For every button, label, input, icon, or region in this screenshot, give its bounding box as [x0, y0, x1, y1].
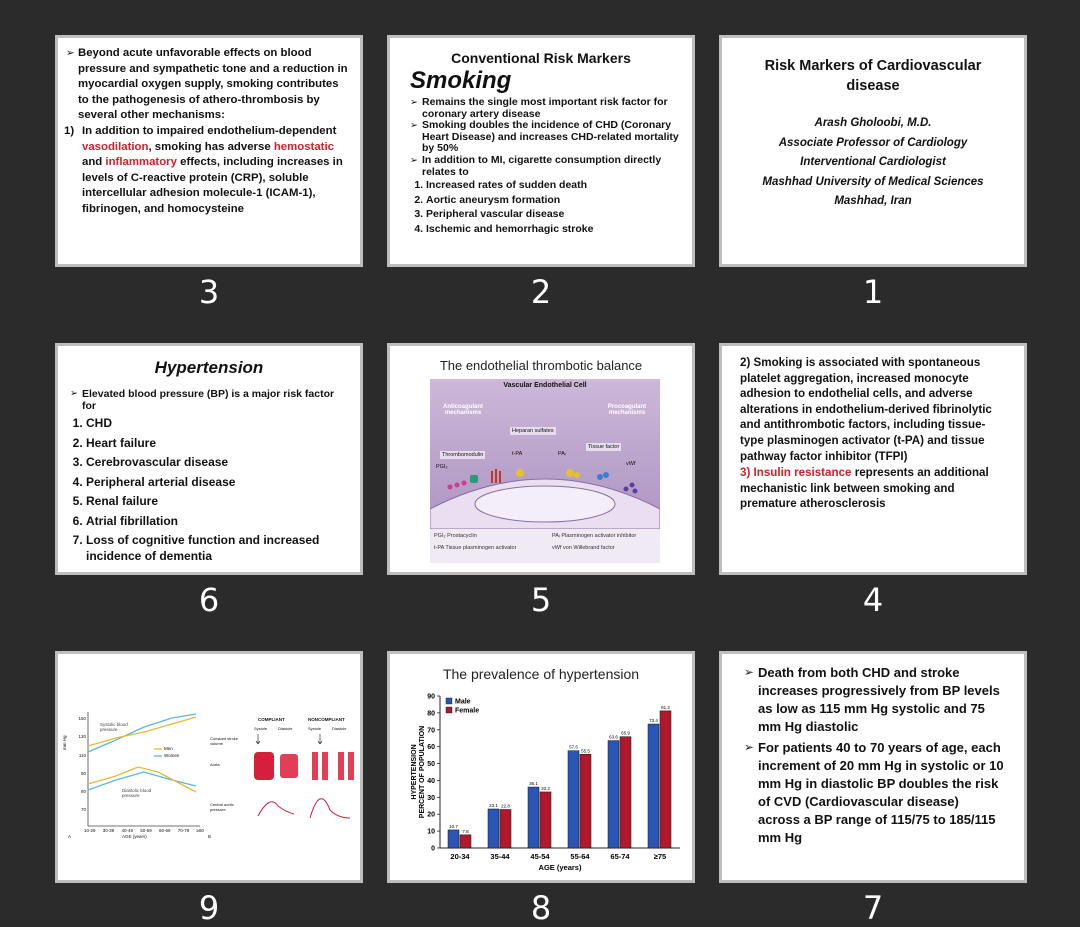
- slide-number-5: 5: [530, 581, 552, 619]
- fig9-ytick: 90: [80, 770, 86, 776]
- fig9-row-stroke-volume: Constant stroke volume: [210, 736, 239, 746]
- bar-value-label: 65.9: [621, 730, 630, 736]
- legend-swatch-female: [446, 707, 452, 713]
- bar-value-label: 63.6: [609, 734, 618, 740]
- y-tick-label: 10: [427, 828, 435, 836]
- fig9-legend-men: Men: [164, 746, 173, 751]
- slide-6-bullet: ➢ Elevated blood pressure (BP) is a major risk factor for: [70, 388, 348, 412]
- slide-8-title: The prevalence of hypertension: [442, 666, 640, 682]
- fig9-xticks: [84, 828, 204, 833]
- legend-label-female: Female: [455, 707, 480, 715]
- slide-number-7: 7: [862, 889, 884, 927]
- slide-1-title: Risk Markers of Cardiovascular disease: [764, 58, 982, 94]
- slide-2-items: [410, 178, 680, 236]
- fig9-diastole-1: Diastole: [278, 726, 293, 731]
- fig9-systole-1: Systole: [254, 726, 268, 731]
- slide-number-6: 6: [198, 581, 220, 619]
- slide-4-paragraph-2: [740, 465, 1008, 512]
- fig9-legend-women: Women: [164, 753, 180, 758]
- y-tick-label: 20: [427, 811, 435, 819]
- bar-female: [500, 809, 511, 848]
- endothelial-figure: [430, 379, 660, 563]
- slide-4-paragraph-1: 2) Smoking is associated with spontaneous platelet aggregation, increased monocyte adhesion to endothelial cells, and adverse alterations in endothelium-derived fibrinolytic and antithrombotic factors, including tissue-type plasminogen activator (t-PA) and tissue pathway factor inhibitor (TFPI): [740, 356, 992, 463]
- slide-1-author: Arash Gholoobi, M.D.: [814, 117, 932, 129]
- bar-value-label: 57.6: [569, 744, 578, 750]
- pai-label: PAᵢ: [558, 451, 566, 457]
- y-tick-label: 40: [427, 777, 435, 785]
- y-tick-label: 80: [427, 710, 435, 718]
- bar-value-label: 81.2: [661, 704, 670, 710]
- slide-number-3: 3: [198, 273, 220, 311]
- slide-1-location: Mashhad, Iran: [834, 195, 912, 207]
- bar-value-label: 73.4: [649, 718, 658, 724]
- slide-7-bullet: ➢ For patients 40 to 70 years of age, each increment of 20 mm Hg in systolic or 10 mm Hg in diastolic BP doubles the risk of CVD (Cardiovascular disease) across a BP range of 115/75 to 185/115 mm Hg: [744, 739, 1004, 847]
- slide-1-role: Interventional Cardiologist: [800, 156, 946, 168]
- x-tick-label: ≥75: [653, 852, 667, 861]
- fig9-xlabel: AGE (years): [122, 834, 147, 839]
- bar-male: [568, 751, 579, 848]
- slide-1-position: Associate Professor of Cardiology: [778, 136, 968, 149]
- fig9-compliant: COMPLIANT: [258, 717, 285, 722]
- bar-male: [528, 787, 539, 848]
- slide-1-author-block: [736, 114, 1010, 212]
- slide-3-bullets: [66, 46, 352, 124]
- y-tick-label: 50: [427, 761, 435, 769]
- slide-3-text-c: and: [82, 156, 106, 169]
- bar-value-label: 10.7: [449, 823, 458, 829]
- slide-1[interactable]: [719, 35, 1027, 267]
- slide-4[interactable]: [719, 343, 1027, 575]
- slide-3-text-b: , smoking has adverse: [148, 140, 274, 153]
- legend-vwf: vWf von Willebrand factor: [552, 545, 615, 551]
- slide-2-item: 4. Ischemic and hemorrhagic stroke: [426, 222, 680, 237]
- x-tick-label: 35-44: [490, 852, 510, 861]
- fig9-row-pressure: Central aortic pressure: [210, 802, 234, 812]
- y-tick-label: 60: [427, 744, 435, 752]
- bar-value-label: 22.8: [501, 803, 510, 809]
- bar-female: [660, 711, 671, 848]
- fig9-row-aorta: Aorta: [210, 762, 220, 767]
- slide-3-red-vasodilation: vasodilation: [82, 140, 149, 153]
- fig9-ytick: 110: [78, 752, 86, 758]
- slide-4-paragraph-2-rest: represents an additional mechanistic link between smoking and premature atherosclerosis: [740, 466, 989, 511]
- fig9-xtick: 40-49: [121, 828, 134, 833]
- vwf-label: vWf: [626, 461, 636, 467]
- fig9-panel-b: B: [208, 834, 212, 839]
- legend-pgi: PGI₂ Prostacyclin: [434, 533, 477, 539]
- fig9-xtick: 60-69: [159, 828, 171, 833]
- bar-male: [448, 830, 459, 848]
- fig9-xtick: 50-59: [140, 828, 152, 833]
- bar-female: [580, 754, 591, 848]
- bar-male: [608, 741, 619, 848]
- slide-2-item: 1. Increased rates of sudden death: [426, 178, 680, 193]
- fig9-xtick: 30-39: [102, 828, 115, 833]
- y-tick-label: 90: [427, 693, 435, 701]
- slide-6-item: 5. Renal failure: [86, 492, 348, 512]
- x-tick-label: 55-64: [570, 852, 590, 861]
- slide-6-item: 7. Loss of cognitive function and increased incidence of dementia: [86, 531, 348, 564]
- legend-tpa: t-PA Tissue plasminogen activator: [434, 545, 517, 551]
- fig9-xtick: ≥80: [196, 828, 204, 833]
- fig9-systolic-label: Systolic blood pressure: [100, 722, 128, 732]
- bp-age-figure: [58, 654, 360, 880]
- anticoagulant-label: Anticoagulant mechanisms: [443, 404, 483, 416]
- bar-female: [540, 792, 551, 848]
- slide-number-8: 8: [530, 889, 552, 927]
- slide-6-bullets: [70, 388, 348, 412]
- slide-1-university: Mashhad University of Medical Sciences: [762, 175, 984, 188]
- legend-pai: PAᵢ Plasminogen activator inhibitor: [552, 533, 637, 539]
- y-axis-label: PERCENT OF POPULATION: [419, 725, 426, 819]
- slide-7[interactable]: [719, 651, 1027, 883]
- slide-4-insulin-resistance: 3) Insulin resistance: [740, 466, 852, 480]
- slide-3-red-inflammatory: inflammatory: [105, 156, 177, 169]
- bar-value-label: 7.8: [462, 828, 469, 834]
- fig9-diastolic-label: Diastolic blood pressure: [122, 788, 152, 798]
- slide-2-bullet: ➢ Smoking doubles the incidence of CHD (Coronary Heart Disease) and increases CHD-related mortality by 50%: [410, 120, 680, 155]
- fig9-yticks: [74, 710, 86, 820]
- bar-male: [488, 809, 499, 848]
- fig9-xtick: 10-29: [84, 828, 96, 833]
- y-tick-label: 70: [427, 727, 435, 735]
- fig9-systole-2: Systole: [308, 726, 322, 731]
- figure-legend: [434, 532, 656, 553]
- figure-title: Vascular Endothelial Cell: [503, 382, 587, 389]
- slide-2-item: 3. Peripheral vascular disease: [426, 207, 680, 222]
- fig9-noncompliant: NONCOMPLIANT: [308, 717, 345, 722]
- slide-7-bullets: [744, 664, 1004, 847]
- heparan-label: Heparan sulfates: [512, 428, 554, 434]
- slide-6-item: 2. Heart failure: [86, 434, 348, 454]
- prevalence-bar-chart: [390, 684, 692, 880]
- slide-6-item: 4. Peripheral arterial disease: [86, 473, 348, 493]
- slide-3-text-a: In addition to impaired endothelium-dependent: [82, 124, 337, 137]
- slide-2-header: Conventional Risk Markers: [451, 50, 631, 66]
- slide-9[interactable]: [55, 651, 363, 883]
- bar-value-label: 55.5: [581, 748, 590, 754]
- slide-6-item: 3. Cerebrovascular disease: [86, 453, 348, 473]
- slide-number-1: 1: [862, 273, 884, 311]
- slide-number-9: 9: [198, 889, 220, 927]
- fig9-diastole-2: Diastole: [332, 726, 347, 731]
- fig9-ytick: 130: [78, 734, 86, 740]
- x-tick-label: 65-74: [610, 852, 630, 861]
- slide-3-text-d: effects, including increases in levels of C-reactive protein (CRP), soluble intercellular adhesion molecule-1 (ICAM-1), fibrinogen, and homocysteine: [82, 156, 343, 215]
- tissue-factor-label: Tissue factor: [588, 444, 620, 450]
- slide-7-bullet: ➢ Death from both CHD and stroke increases progressively from BP levels as low as 115 mm Hg systolic and 75 mm Hg diastolic: [744, 664, 1004, 736]
- y-tick-label: 0: [431, 845, 435, 853]
- slide-number-4: 4: [862, 581, 884, 619]
- slide-6[interactable]: [55, 343, 363, 575]
- fig9-ytick: 150: [78, 716, 86, 721]
- slide-6-item: 1. CHD: [86, 414, 348, 434]
- slide-5[interactable]: [387, 343, 695, 575]
- slide-8[interactable]: [387, 651, 695, 883]
- fig9-ytick: 70: [80, 807, 86, 813]
- slide-2-bullet: ➢ Remains the single most important risk factor for coronary artery disease: [410, 97, 680, 120]
- y-axis-label: HYPERTENSION: [411, 744, 418, 800]
- legend-swatch-male: [446, 698, 452, 704]
- slide-2[interactable]: [387, 35, 695, 267]
- slide-2-item: 2. Aortic aneurysm formation: [426, 193, 680, 208]
- slide-3-item: [66, 124, 352, 218]
- pgi-label: PGI₂: [436, 464, 448, 470]
- tpa-label: t-PA: [512, 451, 523, 457]
- slide-number-2: 2: [530, 273, 552, 311]
- y-tick-label: 30: [427, 794, 435, 802]
- fig9-ylabel: mm Hg: [62, 735, 67, 750]
- slide-3-item-number: 1): [64, 124, 75, 137]
- slide-6-item: 6. Atrial fibrillation: [86, 512, 348, 532]
- bar-value-label: 36.1: [529, 781, 538, 787]
- slide-6-items: [70, 414, 348, 564]
- fig9-ytick: 80: [80, 789, 86, 795]
- thrombomodulin-label: Thrombomodulin: [442, 452, 484, 458]
- fig9-xtick: 70-79: [177, 828, 190, 833]
- slide-2-bullets: [410, 97, 680, 178]
- slide-6-title: Hypertension: [154, 358, 264, 377]
- bar-female: [620, 737, 631, 848]
- fig9-panel-a: A: [68, 834, 72, 839]
- x-axis-label: AGE (years): [538, 863, 582, 872]
- bar-female: [460, 835, 471, 848]
- slide-3-red-hemostatic: hemostatic: [273, 140, 334, 153]
- bar-value-label: 33.2: [541, 785, 550, 791]
- slide-5-title: The endothelial thrombotic balance: [439, 358, 643, 373]
- procoagulant-label: Procoagulant mechanisms: [607, 404, 647, 416]
- bar-male: [648, 724, 659, 848]
- x-tick-label: 20-34: [450, 852, 470, 861]
- legend-label-male: Male: [455, 698, 471, 706]
- slide-3-intro: ➢ Beyond acute unfavorable effects on blood pressure and sympathetic tone and a reduction in myocardial oxygen supply, smoking contributes to the pathogenesis of athero-thrombosis by several other mechanisms:: [66, 46, 352, 124]
- slide-2-bullet: ➢ In addition to MI, cigarette consumption directly relates to: [410, 155, 680, 178]
- slide-3[interactable]: [55, 35, 363, 267]
- bar-value-label: 23.1: [489, 802, 498, 808]
- slide-2-title: Smoking: [410, 67, 512, 94]
- x-tick-label: 45-54: [530, 852, 550, 861]
